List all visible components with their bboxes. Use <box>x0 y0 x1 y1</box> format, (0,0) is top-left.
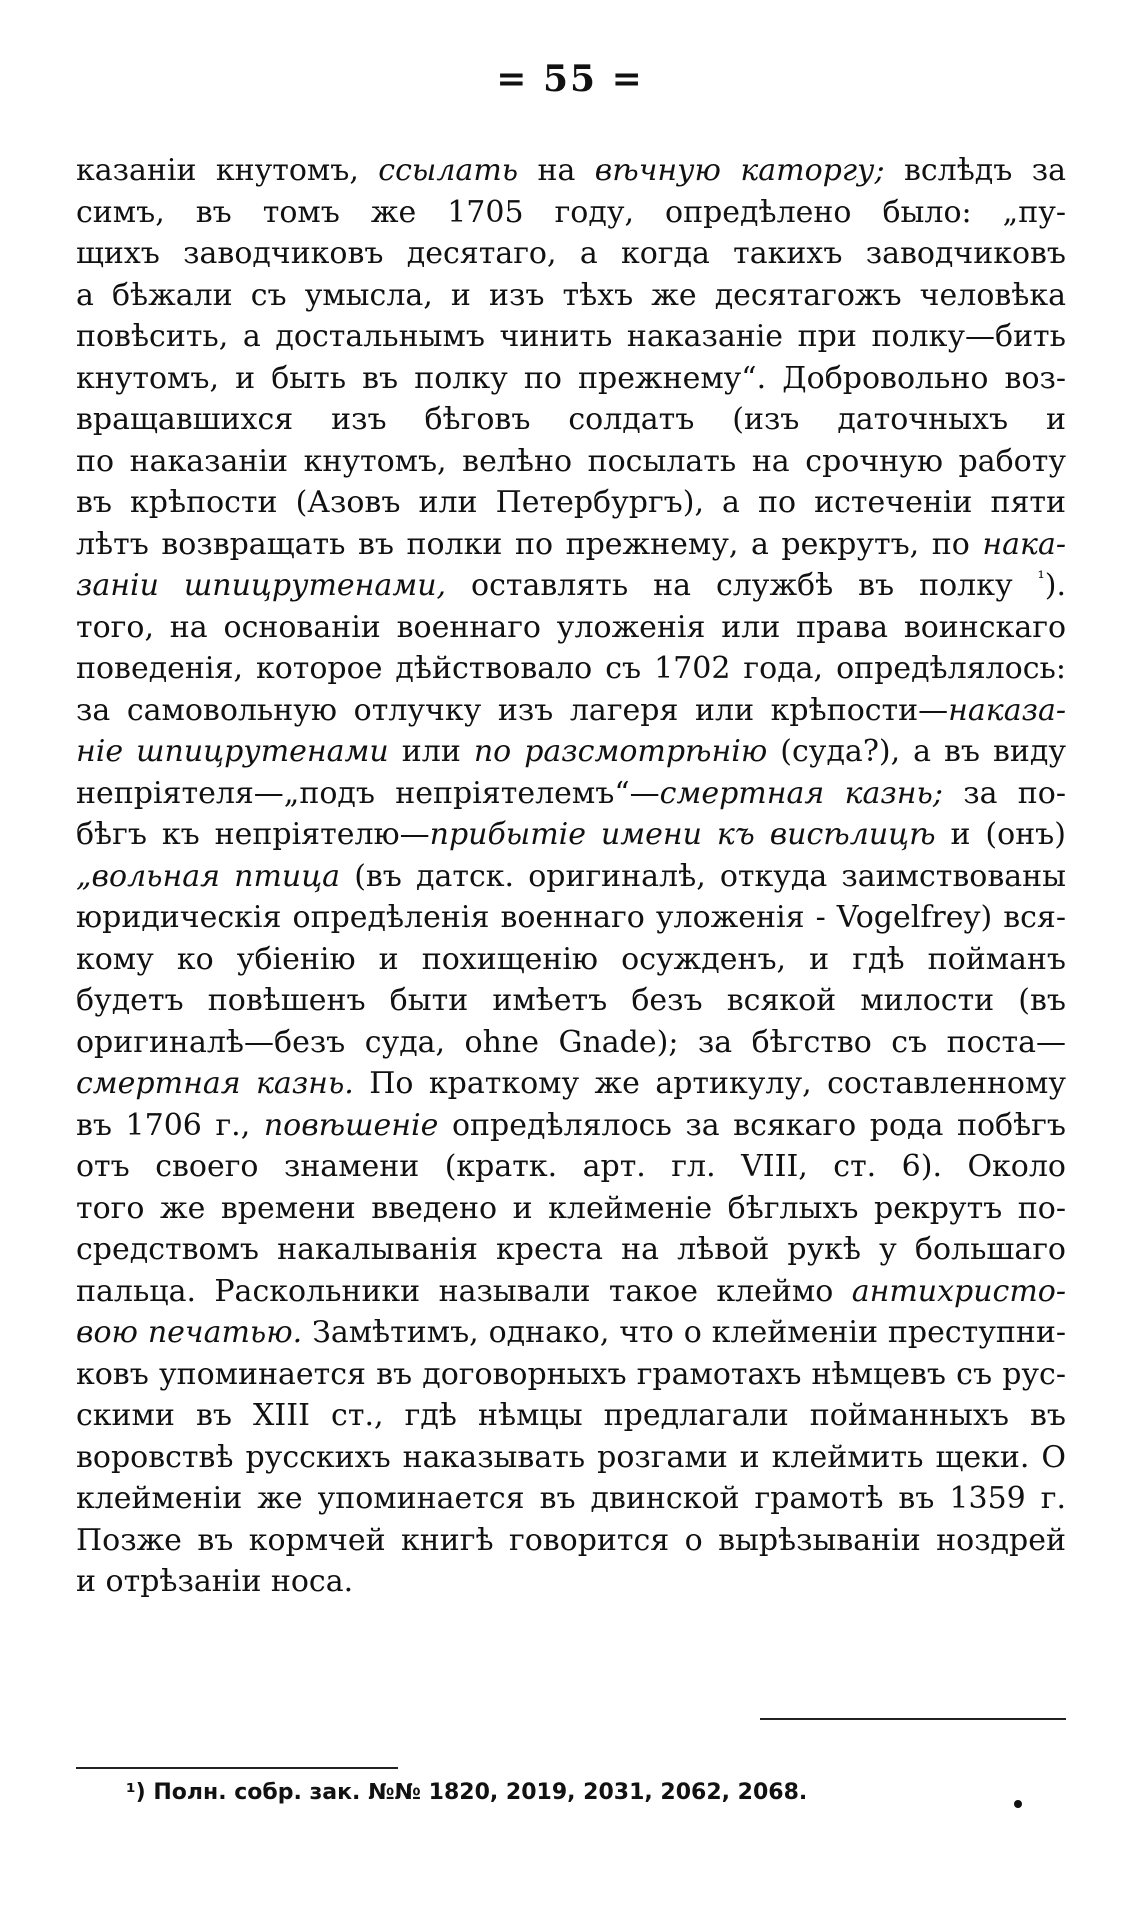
text-line <box>76 607 1066 649</box>
text-segment: за самовольную отлучку изъ лагеря или крѣпости— <box>76 692 949 728</box>
text-line <box>76 275 1066 317</box>
text-line <box>76 1271 1066 1313</box>
text-line <box>76 648 1066 690</box>
text-segment: поведенія, которое дѣйствовало съ 1702 года, опредѣлялось: <box>76 651 1066 686</box>
italic-text: „вольная птица <box>76 858 341 894</box>
footnote: ¹) Полн. собр. зак. №№ 1820, 2019, 2031, 2062, 2068. <box>126 1780 808 1805</box>
text-segment: того, на основаніи военнаго уложенія или права воинскаго <box>76 609 1066 645</box>
text-line <box>76 316 1066 358</box>
text-line <box>76 814 1066 856</box>
text-segment: (въ датск. оригиналѣ, откуда заимствованы <box>340 858 1066 894</box>
italic-text: смертная казнь. <box>76 1066 354 1101</box>
italic-text: прибытіе имени къ висѣлицѣ <box>429 817 936 852</box>
text-segment: по наказаніи кнутомъ, велѣно посылать на срочную работу <box>76 443 1066 479</box>
text-segment: щихъ заводчиковъ десятаго, а когда такихъ заводчиковъ <box>76 236 1066 271</box>
text-segment: вслѣдъ за <box>884 153 1066 188</box>
italic-text: вѣчную каторгу; <box>594 153 885 188</box>
text-segment: въ крѣпости (Азовъ или Петербургъ), а по истеченіи пяти <box>76 485 1066 520</box>
page-number: = 55 = <box>496 58 644 100</box>
italic-text: по разсмотрѣнію <box>473 734 768 769</box>
text-line <box>76 565 1066 607</box>
text-line <box>76 939 1066 981</box>
text-segment: оригиналѣ—безъ суда, ohne Gnade); за бѣгство съ поста— <box>76 1024 1066 1060</box>
text-line <box>76 731 1066 773</box>
text-line <box>76 482 1066 524</box>
text-line <box>76 1561 1066 1603</box>
text-line <box>76 1146 1066 1188</box>
italic-text: наказа- <box>948 692 1066 728</box>
text-segment: юридическія опредѣленія военнаго уложенія - Vogelfrey) вся- <box>76 900 1066 935</box>
text-line <box>76 856 1066 898</box>
text-line <box>76 524 1066 566</box>
text-line <box>76 1063 1066 1105</box>
text-segment: лѣтъ возвращать въ полки по прежнему, а рекрутъ, по <box>76 526 983 562</box>
ink-dot <box>1014 1800 1022 1808</box>
text-line <box>76 358 1066 400</box>
text-segment: симъ, въ томъ же 1705 году, опредѣлено было: „пу- <box>76 194 1066 230</box>
text-segment: Позже въ кормчей книгѣ говорится о вырѣзываніи ноздрей <box>76 1522 1066 1558</box>
text-segment: казаніи кнутомъ, <box>76 153 379 188</box>
text-segment: а бѣжали съ умысла, и изъ тѣхъ же десятагожъ человѣка <box>76 277 1066 313</box>
text-segment: за по- <box>942 775 1066 811</box>
italic-text: антихристо- <box>851 1273 1066 1309</box>
text-line <box>76 1478 1066 1520</box>
italic-text: вою печатью. <box>76 1315 303 1350</box>
italic-text: нака- <box>982 526 1066 562</box>
body-text <box>76 150 1066 1603</box>
text-line <box>76 1437 1066 1479</box>
text-segment: вращавшихся изъ бѣговъ солдатъ (изъ даточныхъ и <box>76 402 1066 437</box>
text-segment: По краткому же артикулу, составленному <box>353 1066 1066 1101</box>
text-segment: средствомъ накалыванія креста на лѣвой рукѣ у большаго <box>76 1232 1066 1267</box>
text-line <box>76 1188 1066 1230</box>
italic-text: ссылать <box>378 153 519 188</box>
text-line <box>76 1229 1066 1271</box>
text-segment: кому ко убіенію и похищенію осужденъ, и гдѣ пойманъ <box>76 941 1066 977</box>
text-line <box>76 897 1066 939</box>
text-line <box>76 1520 1066 1562</box>
text-segment: и (онъ) <box>935 817 1066 852</box>
text-line <box>76 1354 1066 1396</box>
text-segment: непріятеля—„подъ непріятелемъ“— <box>76 775 660 811</box>
text-segment: скими въ XIII ст., гдѣ нѣмцы предлагали пойманныхъ въ <box>76 1398 1066 1433</box>
section-end-rule <box>760 1718 1066 1720</box>
text-line <box>76 1312 1066 1354</box>
text-segment: на <box>518 153 595 188</box>
text-line <box>76 192 1066 234</box>
text-segment: (суда?), а въ виду <box>767 734 1066 769</box>
text-segment: опредѣлялось за всякаго рода побѣгъ <box>438 1107 1066 1143</box>
text-line <box>76 399 1066 441</box>
text-segment: клейменіи же упоминается въ двинской грамотѣ въ 1359 г. <box>76 1481 1066 1516</box>
text-line <box>76 1105 1066 1147</box>
text-segment: будетъ повѣшенъ быти имѣетъ безъ всякой милости (въ <box>76 983 1066 1018</box>
text-line <box>76 441 1066 483</box>
text-segment: въ 1706 г., <box>76 1107 264 1143</box>
italic-text: заніи шпицрутенами, <box>76 568 447 603</box>
text-segment: бѣгъ къ непріятелю— <box>76 817 430 852</box>
text-line <box>76 233 1066 275</box>
text-segment: Замѣтимъ, однако, что о клейменіи преступни- <box>302 1315 1066 1350</box>
italic-text: повѣшеніе <box>263 1107 439 1143</box>
text-segment: ). <box>1044 568 1066 603</box>
text-segment: ковъ упоминается въ договорныхъ грамотахъ нѣмцевъ съ рус- <box>76 1356 1066 1392</box>
text-line <box>76 1395 1066 1437</box>
text-segment: воровствѣ русскихъ наказывать розгами и клеймить щеки. О <box>76 1439 1066 1475</box>
text-segment: оставлять на службѣ въ полку <box>446 568 1038 603</box>
text-segment: или <box>388 734 474 769</box>
text-segment: и отрѣзаніи носа. <box>76 1564 354 1599</box>
text-segment: кнутомъ, и быть въ полку по прежнему“. Добровольно воз- <box>76 360 1066 396</box>
footnote-separator-rule <box>76 1767 398 1769</box>
italic-text: смертная казнь; <box>659 775 943 811</box>
text-line <box>76 773 1066 815</box>
text-segment: отъ своего знамени (кратк. арт. гл. VIII, ст. 6). Около <box>76 1149 1066 1184</box>
text-line <box>76 690 1066 732</box>
text-segment: пальца. Раскольники называли такое клеймо <box>76 1273 852 1309</box>
italic-text: ніе шпицрутенами <box>76 734 389 769</box>
text-line <box>76 980 1066 1022</box>
text-segment: повѣсить, а достальнымъ чинить наказаніе при полку—бить <box>76 319 1066 354</box>
text-line <box>76 150 1066 192</box>
footnote-marker: ¹ <box>1037 568 1045 589</box>
text-segment: того же времени введено и клейменіе бѣглыхъ рекрутъ по- <box>76 1190 1066 1226</box>
text-line <box>76 1022 1066 1064</box>
